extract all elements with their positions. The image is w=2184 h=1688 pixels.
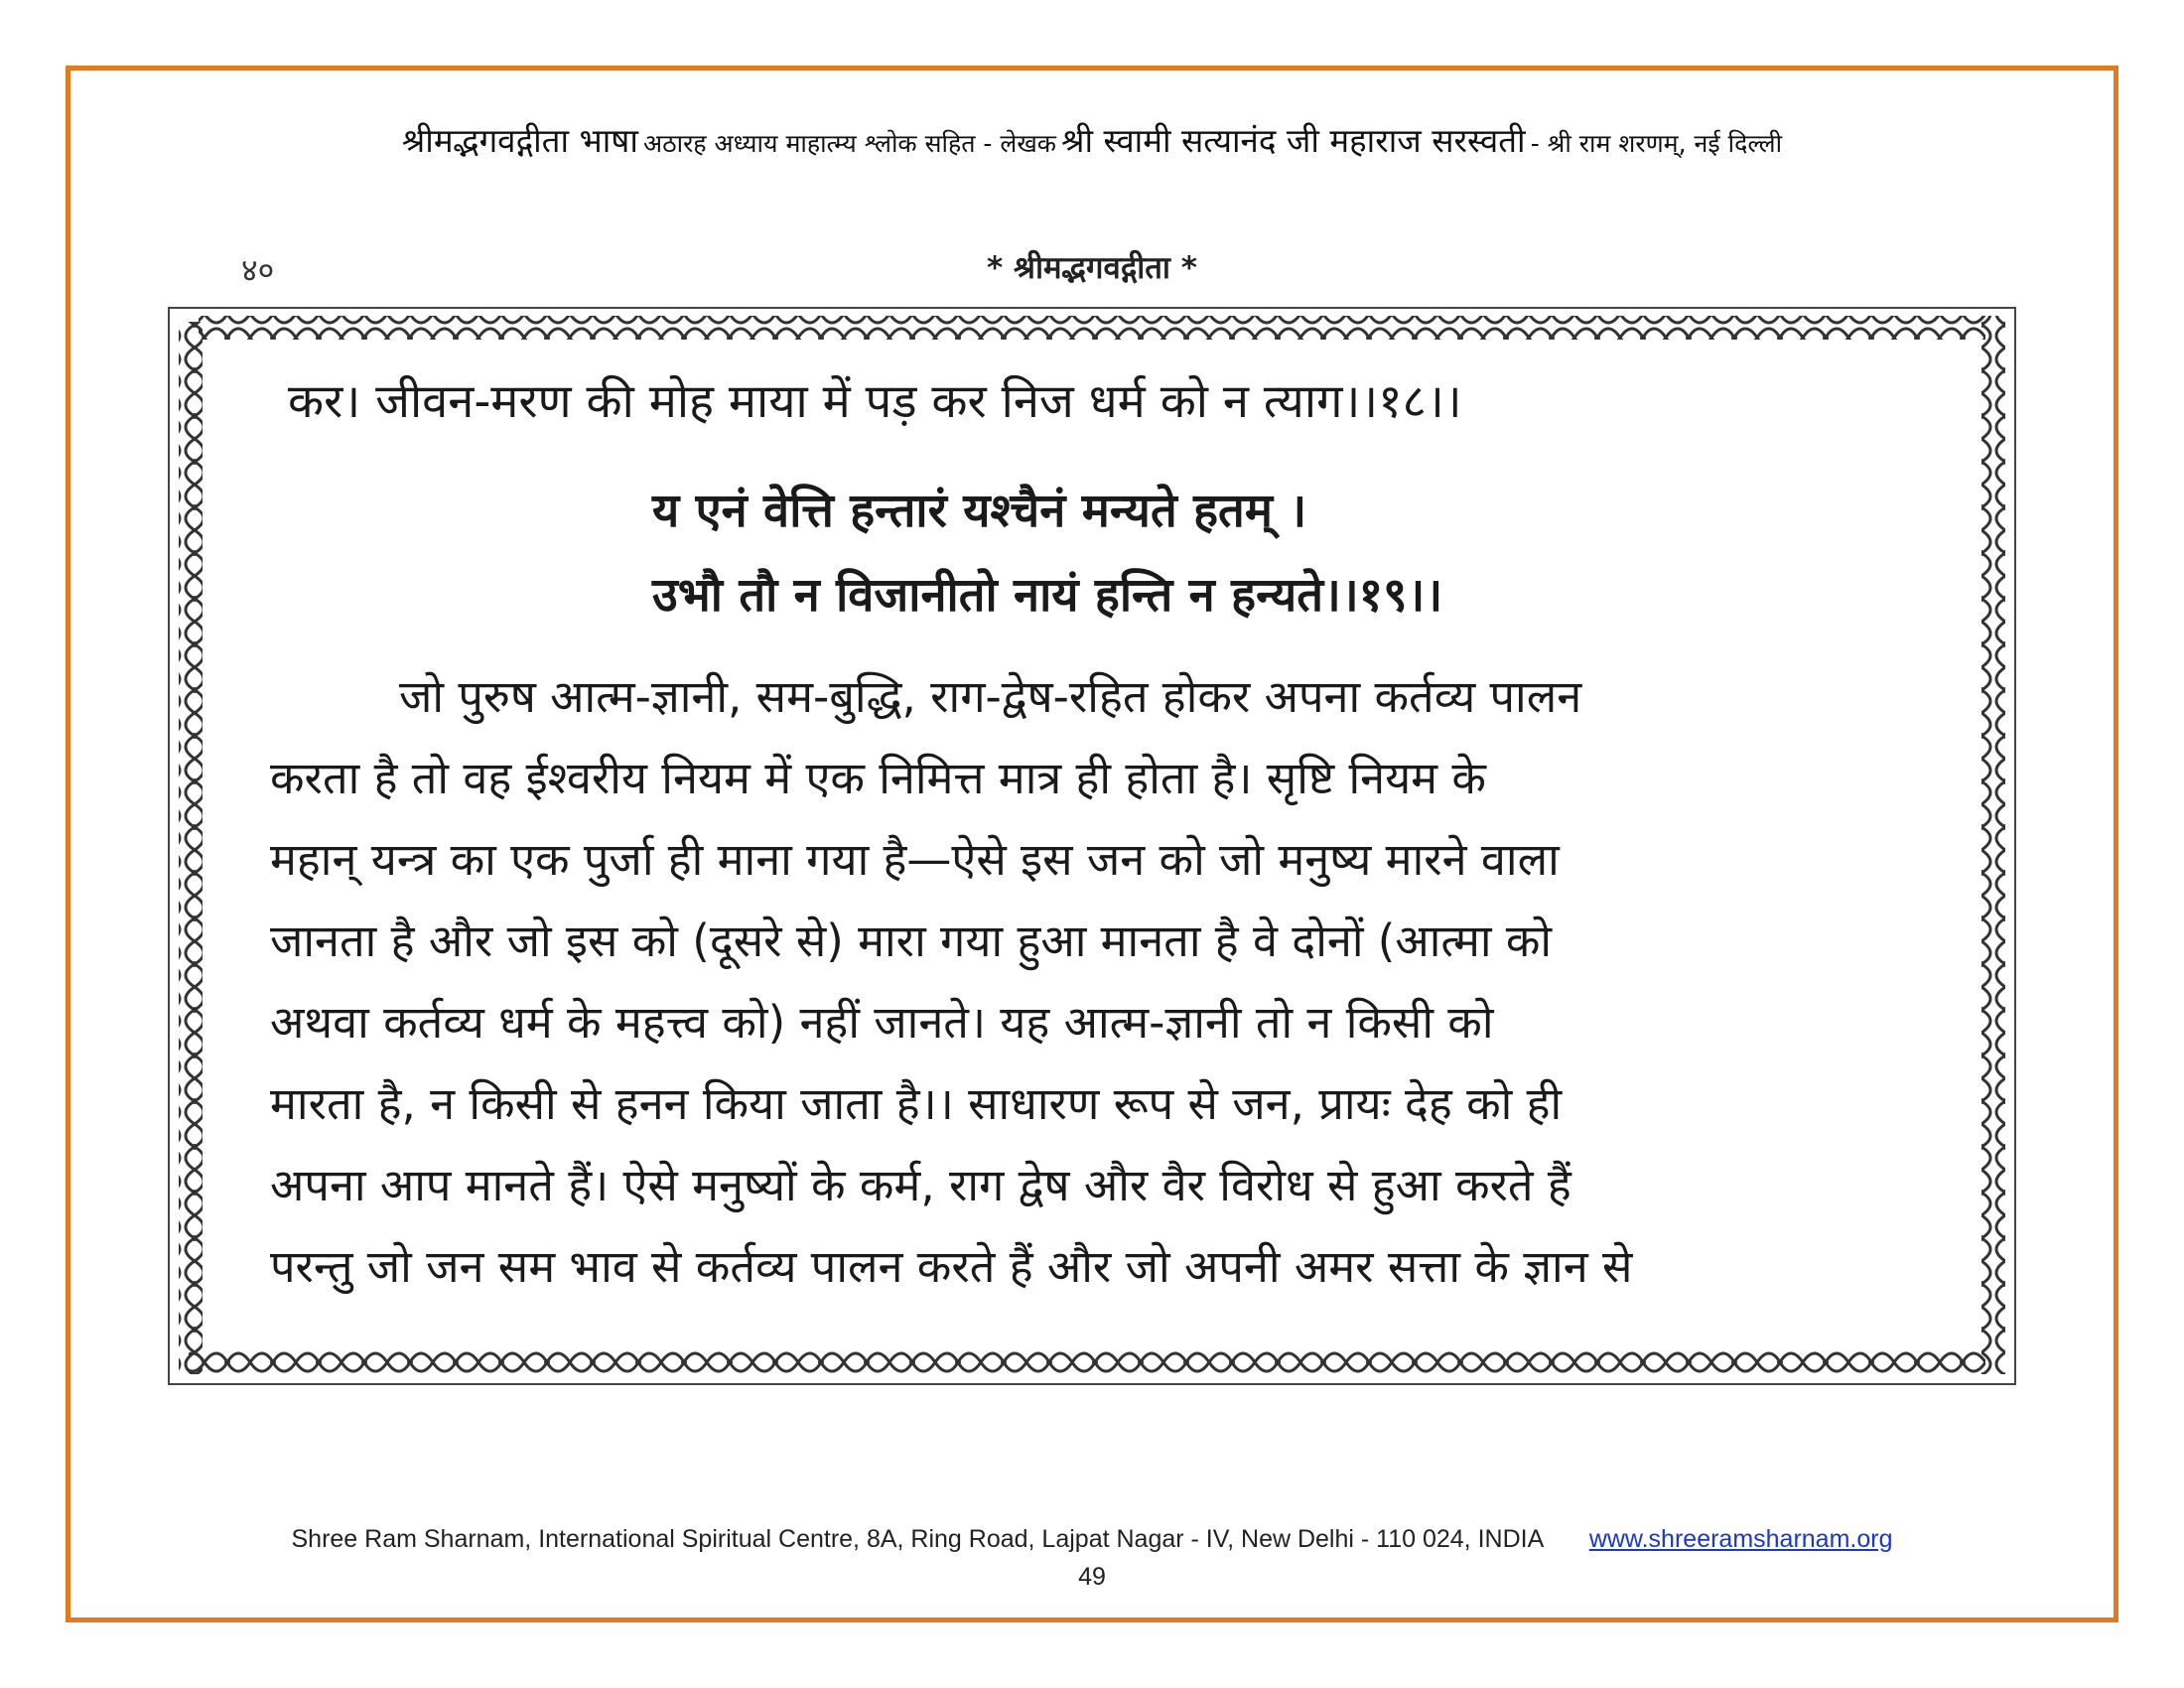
header-publisher: - श्री राम शरणम्, नई दिल्ली bbox=[1530, 129, 1783, 158]
text-line: कर। जीवन-मरण की मोह माया में पड़ कर निज धर्म को न त्याग।।१८।। bbox=[288, 374, 1462, 429]
paragraph-line: परन्तु जो जन सम भाव से कर्तव्य पालन करते हैं और जो अपनी अमर सत्ता के ज्ञान से bbox=[270, 1240, 1633, 1293]
verse-line: य एनं वेत्ति हन्तारं यश्चैनं मन्यते हतम् । bbox=[652, 484, 1307, 538]
header-author: श्री स्वामी सत्यानंद जी महाराज सरस्वती bbox=[1061, 121, 1526, 160]
scan-page-number: ४० bbox=[241, 251, 275, 289]
verse-line: उभौ तौ न विजानीतो नायं हन्ति न हन्यते।।१९।। bbox=[652, 568, 1443, 623]
footer-address: Shree Ram Sharnam, International Spiritual Centre, 8A, Ring Road, Lajpat Nagar - IV, New Delhi - 110 024, INDIA bbox=[291, 1525, 1543, 1553]
running-title: * श्रीमद्भगवद्गीता * bbox=[987, 250, 1197, 286]
footer bbox=[0, 1525, 2184, 1554]
paragraph-line: महान् यन्त्र का एक पुर्जा ही माना गया है—ऐसे इस जन को जो मनुष्य मारने वाला bbox=[270, 833, 1560, 886]
website-link[interactable]: www.shreeramsharnam.org bbox=[1588, 1525, 1893, 1553]
page-number: 49 bbox=[1078, 1563, 1106, 1591]
header-subtitle: अठारह अध्याय माहात्म्य श्लोक सहित - लेखक bbox=[642, 129, 1056, 158]
paragraph-line: जो पुरुष आत्म-ज्ञानी, सम-बुद्धि, राग-द्वेष-रहित होकर अपना कर्तव्य पालन bbox=[399, 670, 1582, 723]
paragraph-line: अथवा कर्तव्य धर्म के महत्त्व को) नहीं जानते। यह आत्म-ज्ञानी तो न किसी को bbox=[270, 996, 1494, 1049]
header-title: श्रीमद्भगवद्गीता भाषा bbox=[401, 121, 638, 160]
paragraph-line: करता है तो वह ईश्वरीय नियम में एक निमित्त मात्र ही होता है। सृष्टि नियम के bbox=[270, 752, 1486, 804]
paragraph-line: जानता है और जो इस को (दूसरे से) मारा गया हुआ मानता है वे दोनों (आत्मा को bbox=[270, 914, 1553, 967]
paragraph-line: मारता है, न किसी से हनन किया जाता है।। साधारण रूप से जन, प्रायः देह को ही bbox=[270, 1077, 1563, 1130]
paragraph-line: अपना आप मानते हैं। ऐसे मनुष्यों के कर्म, राग द्वेष और वैर विरोध से हुआ करते हैं bbox=[270, 1159, 1571, 1211]
document-header bbox=[0, 117, 2184, 162]
